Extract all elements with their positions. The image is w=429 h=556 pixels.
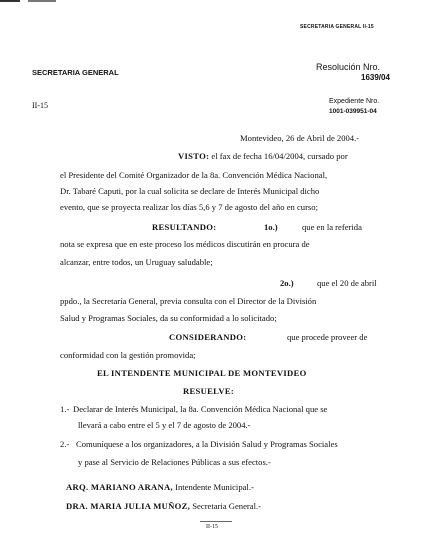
- item-1-number: 1.-: [60, 404, 70, 414]
- visto-line-3: Dr. Tabaré Caputi, por la cual solicita se declare de Interés Municipal dicho: [60, 186, 320, 196]
- resultando-2-text-1: que el 20 de abril: [317, 278, 377, 288]
- expediente-number: 1001-039951-04: [329, 108, 377, 115]
- header-top-right: SECRETARIA GENERAL II-15: [300, 24, 374, 30]
- resultando-2-text-3: Salud y Programas Sociales, da su conformidad a lo solicitado;: [60, 313, 277, 323]
- top-scan-mark: [0, 0, 20, 2]
- date-line: Montevideo, 26 de Abril de 2004.-: [240, 133, 360, 143]
- item-2-text-2: y pase al Servicio de Relaciones Públicas a sus efectos.-: [78, 457, 271, 467]
- expediente-label: Expediente Nro.: [329, 98, 380, 105]
- side-code: II-15: [32, 101, 48, 110]
- resolution-label: Resolución Nro.: [316, 62, 381, 72]
- header-left-title: SECRETARIA GENERAL: [32, 68, 119, 77]
- item-2-text-1: Comuníquese a los organizadores, a la División Salud y Programas Sociales: [76, 439, 338, 449]
- resultando-1-text-1: que en la referida: [302, 222, 362, 232]
- item-2-number: 2.-: [60, 439, 70, 449]
- resultando-1-text-3: alcanzar, entre todos, un Uruguay saludable;: [60, 257, 213, 267]
- resultando-2-text-2: ppdo., la Secretaría General, previa consulta con el Director de la División: [60, 296, 317, 306]
- signature-1: [66, 483, 254, 492]
- resuelve-heading: RESUELVE:: [183, 386, 235, 396]
- resultando-2-label: 2o.): [280, 278, 294, 288]
- signature-2: [66, 502, 261, 511]
- signature-2-name: DRA. MARIA JULIA MUÑOZ,: [66, 501, 191, 511]
- resultando-1-text-2: nota se expresa que en este proceso los médicos discutirán en procura de: [60, 239, 310, 249]
- resultando-1-label: 1o.): [264, 222, 278, 232]
- signature-1-name: ARQ. MARIANO ARANA,: [66, 482, 173, 492]
- resultando-label: RESULTANDO:: [152, 222, 217, 232]
- footer-code: II-15: [206, 524, 218, 530]
- resolution-number: 1639/04: [361, 73, 390, 82]
- item-1-text-1: Declarar de Interés Municipal, la 8a. Convención Médica Nacional que se: [73, 404, 328, 414]
- signature-1-role: Intendente Municipal.-: [175, 482, 254, 492]
- footer-rule: [200, 521, 232, 522]
- item-1-text-2: llevará a cabo entre el 5 y el 7 de agosto de 2004.-: [78, 420, 251, 430]
- considerando-text-1: que procede proveer de: [287, 332, 368, 342]
- considerando-label: CONSIDERANDO:: [169, 332, 247, 342]
- top-scan-mark: [28, 0, 56, 2]
- visto-line-4: evento, que se proyecta realizar los días 5,6 y 7 de agosto del año en curso;: [60, 202, 318, 212]
- visto-line-1: [178, 152, 348, 161]
- intendente-heading: EL INTENDENTE MUNICIPAL DE MONTEVIDEO: [97, 368, 307, 378]
- considerando-text-2: conformidad con la gestión promovida;: [60, 350, 196, 360]
- visto-label: VISTO:: [178, 151, 210, 161]
- visto-text-1: el fax de fecha 16/04/2004, cursado por: [211, 151, 348, 161]
- visto-line-2: el Presidente del Comité Organizador de la 8a. Convención Médica Nacional,: [60, 170, 328, 180]
- signature-2-role: Secretaria General.-: [192, 501, 261, 511]
